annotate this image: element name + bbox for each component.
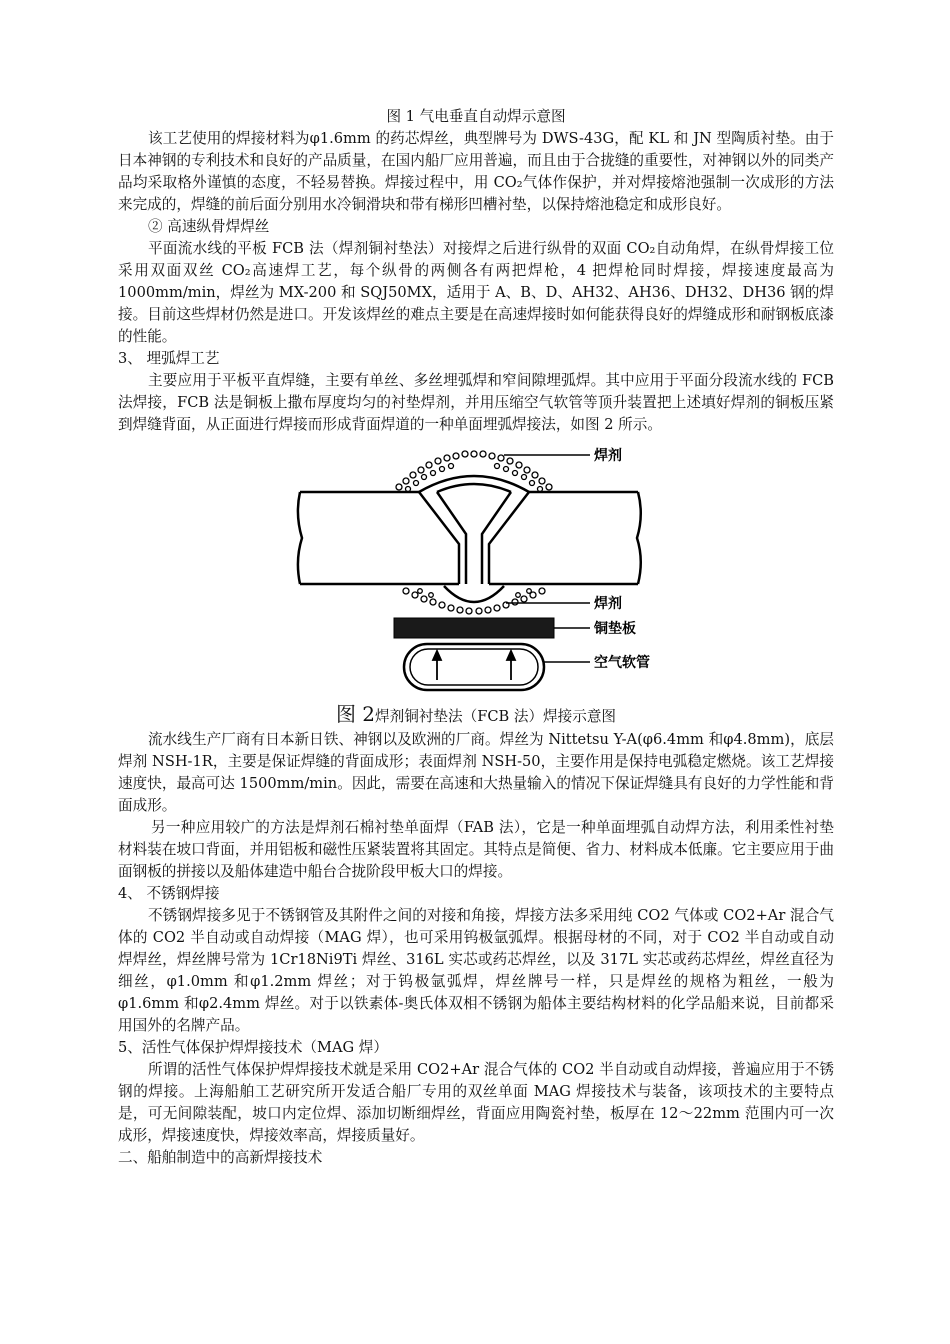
air-hose: [404, 644, 544, 690]
paragraph-fab-method: 另一种应用较广的方法是焊剂石棉衬垫单面焊（FAB 法），它是一种单面埋弧自动焊方法，利用柔性衬垫材料装在坡口背面，并用铝板和磁性压紧装置将其固定。其特点是简便、省力、材料成本低廉。它主要应用于曲面钢板的拼接以及船体建造中船台合拢阶段甲板大口的焊接。: [118, 819, 834, 880]
back-bead: [444, 586, 504, 602]
y-groove: [419, 484, 529, 584]
figure-2-number: 图 2: [335, 702, 376, 726]
label-flux-bottom: 焊剂: [594, 596, 622, 612]
fcb-welding-diagram: [294, 440, 654, 698]
paragraph-flux-cored-wire: 该工艺使用的焊接材料为φ1.6mm 的药芯焊丝，典型牌号为 DWS-43G，配 KL 和 JN 型陶质衬垫。由于日本神钢的专利技术和良好的产品质量，在国内船厂应用普遍，而且由于合拢缝的重要性，对神钢以外的同类产品均采取格外谨慎的态度，不轻易替换。焊接过程中，用 CO₂气体作保护，并对焊接熔池强制一次成形的方法来完成的，焊缝的前后面分别用水冷铜滑块和带有梯形凹槽衬垫，以保持熔池稳定和成形良好。: [118, 130, 834, 213]
heading-mag-welding: 5、活性气体保护焊焊接技术（MAG 焊）: [118, 1039, 388, 1056]
paragraph-longitudinal-welding: 平面流水线的平板 FCB 法（焊剂铜衬垫法）对接焊之后进行纵骨的双面 CO₂自动角焊，在纵骨焊接工位采用双面双丝 CO₂高速焊工艺，每个纵骨的两侧各有两把焊枪，4 把焊枪同时焊接，焊接速度最高为 1000mm/min，焊丝为 MX-200 和 SQJ50MX，适用于 A、B、D、AH32、AH36、DH32、DH36 钢的焊接。目前这些焊材仍然是进口。开发该焊丝的难点主要是在高速焊接时如何能获得良好的焊缝成形和耐钢板底漆的性能。: [118, 240, 834, 345]
label-flux-top: 焊剂: [594, 448, 622, 464]
paragraph-submerged-arc: 主要应用于平板平直焊缝，主要有单丝、多丝埋弧焊和窄间隙埋弧焊。其中应用于平面分段流水线的 FCB 法焊接，FCB 法是铜板上撒布厚度均匀的衬垫焊剂，并用压缩空气软管等顶升装置把上述填好焊剂的铜板压紧到焊缝背面，从正面进行焊接而形成背面焊道的一种单面埋弧焊接法，如图 2 所示。: [118, 372, 834, 433]
document-page: [118, 106, 834, 1169]
figure-1-caption: 图 1 气电垂直自动焊示意图: [386, 108, 566, 125]
paragraph-manufacturers: 流水线生产厂商有日本新日铁、神钢以及欧洲的厂商。焊丝为 Nittetsu Y-A(φ6.4mm 和φ4.8mm)，底层焊剂 NSH-1R，主要是保证焊缝的背面成形；表面焊剂 NSH-50，主要作用是保持电弧稳定燃烧。该工艺焊接速度快，最高可达 1500mm/min。因此，需要在高速和大热量输入的情况下保证焊缝具有良好的力学性能和背面成形。: [118, 731, 834, 814]
label-copper-plate: 铜垫板: [594, 621, 636, 637]
subheading-high-speed-wire: ② 高速纵骨焊焊丝: [148, 218, 270, 235]
paragraph-mag-welding: 所谓的活性气体保护焊焊接技术就是采用 CO2+Ar 混合气体的 CO2 半自动或自动焊接，普遍应用于不锈钢的焊接。上海船舶工艺研究所开发适合船厂专用的双丝单面 MAG 焊接技术与装备，该项技术的主要特点是，可无间隙装配，坡口内定位焊、添加切断细焊丝，背面应用陶瓷衬垫，板厚在 12～22mm 范围内可一次成形，焊接速度快，焊接效率高，焊接质量好。: [118, 1061, 834, 1144]
figure-2-diagram: [118, 440, 834, 702]
steel-plates: [298, 492, 641, 584]
heading-stainless-steel: 4、 不锈钢焊接: [118, 885, 220, 902]
paragraph-stainless-steel: 不锈钢焊接多见于不锈钢管及其附件之间的对接和角接，焊接方法多采用纯 CO2 气体或 CO2+Ar 混合气体的 CO2 半自动或自动焊接（MAG 焊），也可采用钨极氩弧焊。根据母材的不同，对于 CO2 半自动或自动焊焊丝，焊丝牌号常为 1Cr18Ni9Ti 焊丝、316L 实芯或药芯焊丝，以及 317L 实芯或药芯焊丝，焊丝直径为细丝，φ1.0mm 和φ1.2mm 焊丝；对于钨极氩弧焊，焊丝牌号一样，只是焊丝的规格为粗丝，一般为φ1.6mm 和φ2.4mm 焊丝。对于以铁素体-奥氏体双相不锈钢为船体主要结构材料的化学品船来说，目前都采用国外的名牌产品。: [118, 907, 834, 1034]
copper-backing-plate: [394, 618, 554, 638]
heading-section-two: 二、船舶制造中的高新焊接技术: [118, 1149, 323, 1166]
figure-2-caption: [118, 702, 834, 729]
figure-2-title: 焊剂铜衬垫法（FCB 法）焊接示意图: [375, 708, 617, 725]
heading-submerged-arc: 3、 埋弧焊工艺: [118, 350, 220, 367]
label-air-hose: 空气软管: [594, 655, 650, 671]
